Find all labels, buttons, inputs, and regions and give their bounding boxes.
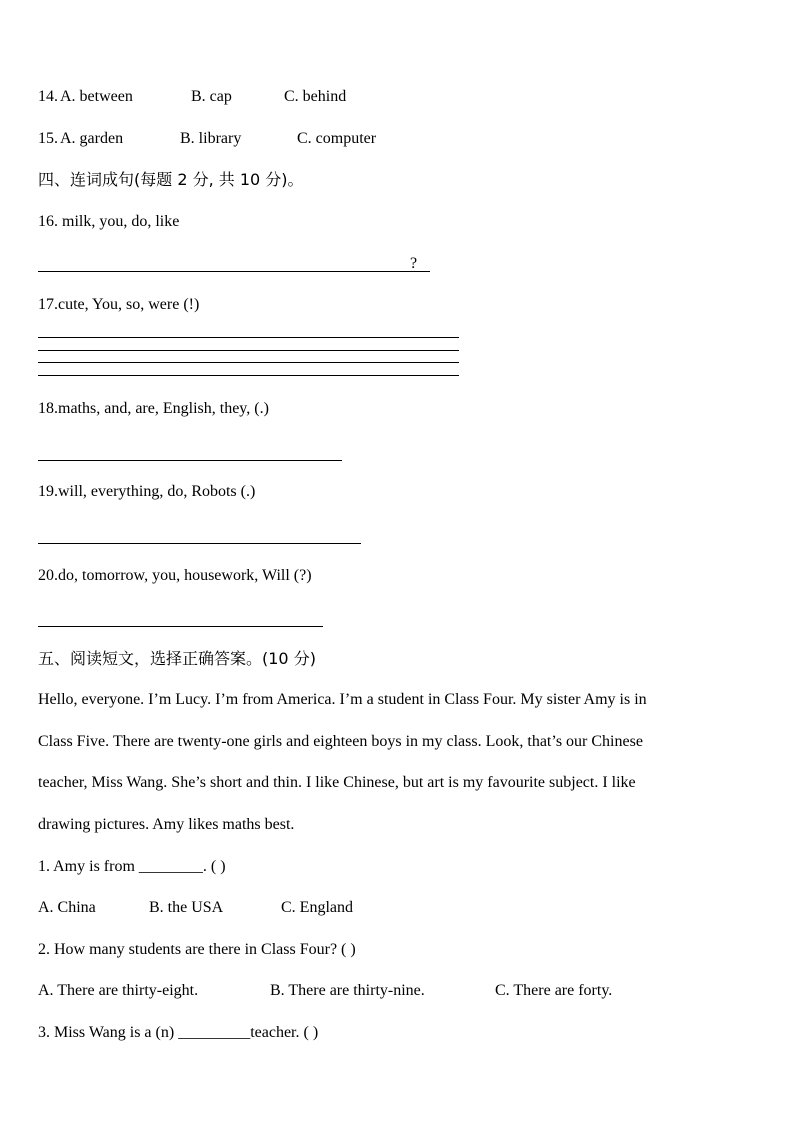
question-15-option-c: C. computer bbox=[297, 130, 377, 147]
question-17-answer-line-1[interactable] bbox=[38, 337, 459, 338]
question-18-answer-line[interactable] bbox=[38, 460, 342, 461]
question-18-prompt: 18.maths, and, are, English, they, (.) bbox=[38, 400, 269, 417]
passage-line-2: Class Five. There are twenty-one girls and eighteen boys in my class. Look, that’s our Chinese bbox=[38, 732, 643, 750]
reading-question-1-option-c: C. England bbox=[281, 899, 353, 916]
passage-line-3: teacher, Miss Wang. She’s short and thin. I like Chinese, but art is my favourite subject. I like bbox=[38, 774, 636, 792]
section-5-heading: 五、阅读短文，选择正确答案。(10 分) bbox=[38, 649, 316, 668]
reading-question-2-option-a: A. There are thirty-eight. bbox=[38, 982, 199, 999]
question-15-option-a: A. garden bbox=[60, 130, 124, 147]
question-19-answer-line[interactable] bbox=[38, 543, 361, 544]
reading-question-2: 2. How many students are there in Class Four? ( ) bbox=[38, 941, 356, 958]
passage-line-1: Hello, everyone. I’m Lucy. I’m from America. I’m a student in Class Four. My sister Amy is in bbox=[38, 691, 647, 708]
reading-question-3: 3. Miss Wang is a (n) _________teacher. ( ) bbox=[38, 1024, 319, 1041]
reading-question-2-option-b: B. There are thirty-nine. bbox=[270, 982, 425, 999]
question-15-option-b: B. library bbox=[180, 130, 242, 147]
question-17-prompt: 17.cute, You, so, were (!) bbox=[38, 296, 200, 313]
question-17-answer-line-2 bbox=[38, 350, 459, 351]
question-15-number: 15. bbox=[38, 130, 58, 147]
question-17-answer-line-4 bbox=[38, 375, 459, 376]
question-14-option-c: C. behind bbox=[284, 88, 347, 105]
reading-question-1-option-b: B. the USA bbox=[149, 899, 224, 916]
question-19-prompt: 19.will, everything, do, Robots (.) bbox=[38, 483, 256, 500]
reading-question-1: 1. Amy is from ________. ( ) bbox=[38, 858, 226, 875]
section-4-heading: 四、连词成句(每题 2 分, 共 10 分)。 bbox=[38, 170, 304, 189]
question-20-answer-line[interactable] bbox=[38, 626, 323, 627]
question-14-option-b: B. cap bbox=[191, 88, 232, 105]
question-16-answer-line[interactable] bbox=[38, 271, 430, 272]
question-16-prompt: 16. milk, you, do, like bbox=[38, 213, 180, 230]
question-16-end-mark: ? bbox=[410, 255, 418, 272]
reading-question-2-option-c: C. There are forty. bbox=[495, 982, 613, 999]
passage-line-4: drawing pictures. Amy likes maths best. bbox=[38, 815, 295, 833]
question-20-prompt: 20.do, tomorrow, you, housework, Will (?) bbox=[38, 567, 312, 584]
question-17-answer-line-3 bbox=[38, 362, 459, 363]
question-14-number: 14. bbox=[38, 88, 58, 105]
reading-question-1-option-a: A. China bbox=[38, 899, 96, 916]
reading-passage bbox=[38, 690, 758, 856]
question-14-option-a: A. between bbox=[60, 88, 133, 105]
